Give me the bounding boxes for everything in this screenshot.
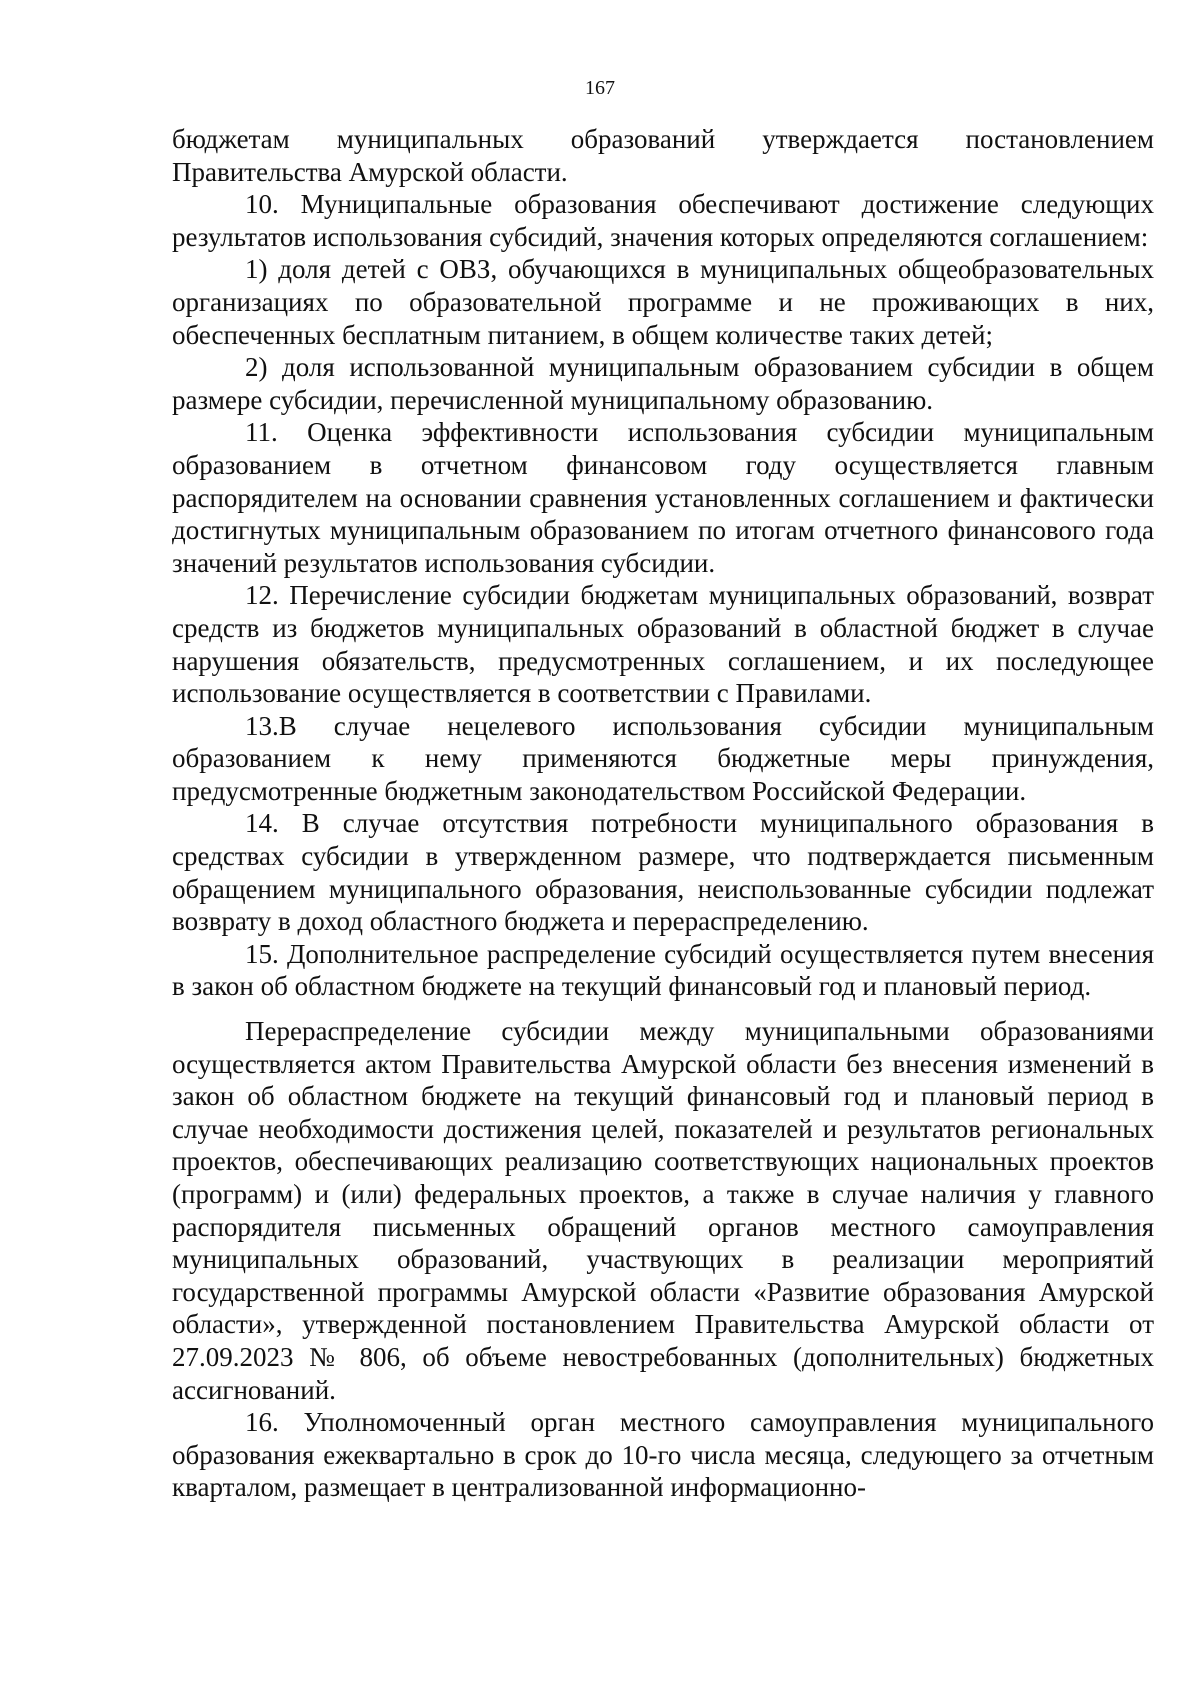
page-number: 167: [585, 77, 615, 99]
paragraph-redistribution: Перераспределение субсидии между муниципальными образованиями осуществляется актом Правительства Амурской области без внесения изменений в закон об областном бюджете на текущий финансовый год и плановый период в случае необходимости достижения целей, показателей и результатов региональных проектов, обеспечивающих реализацию соответствующих национальных проектов (программ) и (или) федеральных проектов, а также в случае наличия у главного распорядителя письменных обращений органов местного самоуправления муниципальных образований, участвующих в реализации мероприятий государственной программы Амурской области «Развитие образования Амурской области», утвержденной постановлением Правительства Амурской области от 27.09.2023 № 806, об объеме невостребованных (дополнительных) бюджетных ассигнований.: [172, 1016, 1154, 1405]
paragraph-item-10: 10. Муниципальные образования обеспечивают достижение следующих результатов использования субсидий, значения которых определяются соглашением:: [172, 189, 1154, 252]
paragraph-item-12: 12. Перечисление субсидии бюджетам муниципальных образований, возврат средств из бюджетов муниципальных образований в областной бюджет в случае нарушения обязательств, предусмотренных соглашением, и их последующее использование осуществляется в соответствии с Правилами.: [172, 580, 1154, 709]
paragraph-item-15: 15. Дополнительное распределение субсидий осуществляется путем внесения в закон об областном бюджете на текущий финансовый год и плановый период.: [172, 938, 1154, 1002]
paragraph-subitem-1: 1) доля детей с ОВЗ, обучающихся в муниципальных общеобразовательных организациях по образовательной программе и не проживающих в них, обеспеченных бесплатным питанием, в общем количестве таких детей;: [172, 254, 1154, 350]
paragraph-item-16: 16. Уполномоченный орган местного самоуправления муниципального образования ежеквартально в срок до 10-го числа месяца, следующего за отчетным кварталом, размещает в централизованной информационно-: [172, 1407, 1154, 1503]
paragraph-item-14: 14. В случае отсутствия потребности муниципального образования в средствах субсидии в утвержденном размере, что подтверждается письменным обращением муниципального образования, неиспользованные субсидии подлежат возврату в доход областного бюджета и перераспределению.: [172, 808, 1154, 937]
paragraph-item-11: 11. Оценка эффективности использования субсидии муниципальным образованием в отчетном финансовом году осуществляется главным распорядителем на основании сравнения установленных соглашением и фактически достигнутых муниципальным образованием по итогам отчетного финансового года значений результатов использования субсидии.: [172, 417, 1154, 578]
paragraph-continuation: бюджетам муниципальных образований утверждается постановлением Правительства Амурской области.: [172, 124, 1154, 187]
document-body: [172, 123, 1154, 1504]
paragraph-item-13: 13.В случае нецелевого использования субсидии муниципальным образованием к нему применяются бюджетные меры принуждения, предусмотренные бюджетным законодательством Российской Федерации.: [172, 710, 1154, 806]
paragraph-subitem-2: 2) доля использованной муниципальным образованием субсидии в общем размере субсидии, перечисленной муниципальному образованию.: [172, 352, 1154, 415]
